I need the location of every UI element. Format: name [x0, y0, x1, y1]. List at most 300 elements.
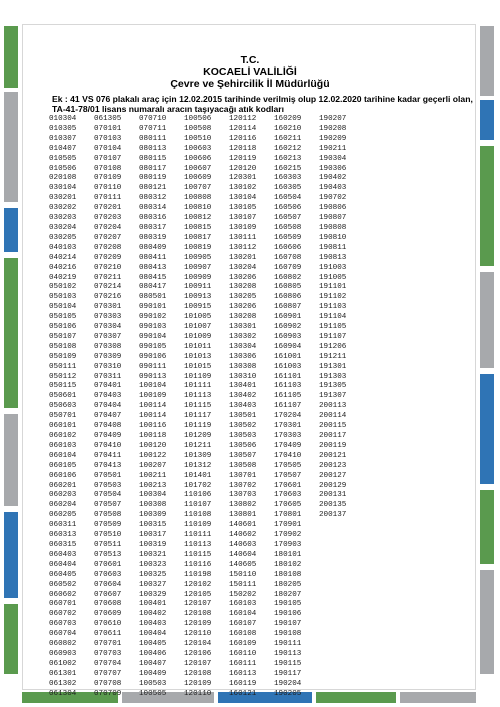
waste-code: 101117: [184, 412, 212, 421]
waste-code: 161105: [274, 392, 302, 401]
waste-code: 050106: [49, 323, 77, 332]
waste-code: 010505: [49, 154, 77, 163]
waste-code: 070710: [139, 115, 167, 123]
waste-code: 150202: [229, 590, 257, 599]
waste-code: 130304: [229, 342, 257, 351]
blue-bar: [4, 512, 18, 598]
waste-code: 200113: [319, 402, 347, 411]
waste-code: 190306: [319, 164, 347, 173]
waste-code: 100309: [139, 511, 167, 520]
waste-code: 160508: [274, 223, 302, 232]
waste-code: 070509: [94, 521, 122, 530]
waste-code: 101702: [184, 481, 212, 490]
blue-bar: [480, 100, 494, 140]
waste-code: 191103: [319, 303, 347, 312]
waste-code: 080317: [139, 223, 167, 232]
waste-code: 120301: [229, 174, 257, 183]
waste-code: 200129: [319, 481, 347, 490]
waste-code: 161101: [274, 372, 302, 381]
waste-code: 191101: [319, 283, 347, 292]
waste-code: 160107: [229, 620, 257, 629]
waste-code: 070410: [94, 441, 122, 450]
waste-code: 070216: [94, 293, 122, 302]
waste-code: 101401: [184, 471, 212, 480]
waste-code: 101309: [184, 451, 212, 460]
waste-code: 070413: [94, 461, 122, 470]
waste-code: 160709: [274, 263, 302, 272]
waste-code: 190207: [319, 115, 347, 123]
waste-code: 160110: [229, 649, 257, 658]
waste-code: 101209: [184, 432, 212, 440]
waste-code: 050103: [49, 293, 77, 302]
waste-code: 080417: [139, 283, 167, 292]
gray-bar: [480, 570, 494, 674]
waste-code: 070504: [94, 491, 122, 500]
waste-code: 130107: [229, 214, 257, 223]
waste-code: 190810: [319, 233, 347, 242]
waste-code: 100329: [139, 590, 167, 599]
waste-code: 070603: [94, 570, 122, 579]
waste-code: 050601: [49, 392, 77, 401]
waste-code: 070208: [94, 243, 122, 252]
waste-code: 080312: [139, 194, 167, 203]
waste-code: 080409: [139, 243, 167, 252]
waste-code: 160901: [274, 313, 302, 322]
waste-code: 130109: [229, 223, 257, 232]
waste-code: 130204: [229, 263, 257, 272]
waste-code: 110111: [184, 531, 212, 540]
waste-code: 100404: [139, 630, 167, 639]
waste-code: 130306: [229, 352, 257, 361]
waste-code: 080117: [139, 164, 167, 173]
waste-code: 100913: [184, 293, 212, 302]
waste-code: 100406: [139, 649, 167, 658]
waste-code: 080319: [139, 233, 167, 242]
waste-code: 070210: [94, 263, 122, 272]
waste-code: 191206: [319, 342, 347, 351]
waste-code: 010506: [49, 164, 77, 173]
waste-code: 130112: [229, 243, 257, 252]
waste-code: 030203: [49, 214, 77, 223]
waste-code: 120107: [184, 659, 212, 668]
waste-code: 100308: [139, 501, 167, 510]
waste-code: 120102: [184, 580, 212, 589]
waste-code: 161103: [274, 382, 302, 391]
waste-code: 090102: [139, 313, 167, 322]
waste-code: 100909: [184, 273, 212, 282]
waste-code: 040214: [49, 253, 77, 262]
waste-code: 080411: [139, 253, 167, 262]
waste-code: 050115: [49, 382, 77, 391]
waste-code: 070308: [94, 342, 122, 351]
waste-code: 130508: [229, 461, 257, 470]
waste-code: 070511: [94, 540, 122, 549]
waste-code: 130104: [229, 194, 257, 203]
waste-code: 070611: [94, 630, 122, 639]
waste-code: 101211: [184, 441, 212, 450]
waste-code: 100304: [139, 491, 167, 500]
document-subtitle: [52, 94, 472, 114]
waste-code: 060404: [49, 560, 77, 569]
waste-code: 101013: [184, 352, 212, 361]
waste-code: 100810: [184, 204, 212, 213]
waste-code: 060315: [49, 540, 77, 549]
waste-code: 110198: [184, 570, 212, 579]
waste-code: 030104: [49, 184, 77, 193]
waste-code: 200135: [319, 501, 347, 510]
waste-code: 050701: [49, 412, 77, 421]
waste-code: 100317: [139, 531, 167, 540]
waste-code: 101007: [184, 323, 212, 332]
waste-code: 150110: [229, 570, 257, 579]
waste-code: 120110: [184, 689, 212, 698]
waste-code: 010304: [49, 115, 77, 123]
waste-code: 070104: [94, 144, 122, 153]
waste-code: 070708: [94, 679, 122, 688]
waste-code: 161003: [274, 362, 302, 371]
waste-code: 100510: [184, 134, 212, 143]
waste-code: 050105: [49, 313, 77, 322]
waste-code: 130206: [229, 273, 257, 282]
waste-code: 130111: [229, 233, 257, 242]
waste-code: 190117: [274, 669, 302, 678]
waste-code: 190115: [274, 659, 302, 668]
waste-code: 070301: [94, 303, 122, 312]
waste-code: 080501: [139, 293, 167, 302]
waste-code: 060101: [49, 422, 77, 431]
waste-code: 070109: [94, 174, 122, 183]
waste-code: 170204: [274, 412, 302, 421]
waste-code: 110108: [184, 511, 212, 520]
waste-code: 120107: [184, 600, 212, 609]
waste-code: 130403: [229, 402, 257, 411]
waste-code: 190107: [274, 620, 302, 629]
waste-code: 060203: [49, 491, 77, 500]
waste-code: 130402: [229, 392, 257, 401]
waste-code: 120104: [184, 640, 212, 649]
waste-code: 130703: [229, 491, 257, 500]
waste-code: 100815: [184, 223, 212, 232]
waste-code: 040216: [49, 263, 77, 272]
waste-code: 050108: [49, 342, 77, 351]
waste-code: 061304: [49, 689, 77, 698]
waste-code: 160903: [274, 332, 302, 341]
waste-code: 190204: [274, 679, 302, 688]
waste-code: 070503: [94, 481, 122, 490]
waste-code: 110106: [184, 491, 212, 500]
waste-code: 100506: [184, 115, 212, 123]
waste-code: 070207: [94, 233, 122, 242]
waste-code: 120110: [184, 630, 212, 639]
waste-code: 101005: [184, 313, 212, 322]
waste-code: 160121: [229, 689, 257, 698]
waste-code: 070711: [139, 124, 167, 133]
waste-code: 101119: [184, 422, 212, 431]
waste-code: 060205: [49, 511, 77, 520]
waste-code: 190106: [274, 610, 302, 619]
waste-code: 040219: [49, 273, 77, 282]
waste-code: 130507: [229, 451, 257, 460]
waste-code: 160606: [274, 243, 302, 252]
gray-bar: [480, 272, 494, 368]
waste-code: 190208: [319, 124, 347, 133]
waste-code: 190304: [319, 154, 347, 163]
waste-code: 170505: [274, 461, 302, 470]
waste-code: 070501: [94, 471, 122, 480]
waste-code: 070408: [94, 422, 122, 431]
waste-code: 190209: [319, 134, 347, 143]
waste-code: 200114: [319, 412, 347, 421]
waste-code: 191003: [319, 263, 347, 272]
waste-code: 200123: [319, 461, 347, 470]
waste-code: 191305: [319, 382, 347, 391]
waste-code: 070211: [94, 273, 122, 282]
waste-code: 110113: [184, 540, 212, 549]
waste-code: 190205: [274, 689, 302, 698]
waste-code: 160807: [274, 303, 302, 312]
waste-code: 130302: [229, 332, 257, 341]
waste-code: 160902: [274, 323, 302, 332]
waste-code: 200127: [319, 471, 347, 480]
waste-code: 100323: [139, 560, 167, 569]
waste-code: 101111: [184, 382, 212, 391]
waste-code: 130802: [229, 501, 257, 510]
waste-code: 080121: [139, 184, 167, 193]
waste-code: 100321: [139, 550, 167, 559]
waste-code: 130301: [229, 323, 257, 332]
waste-code: 100609: [184, 174, 212, 183]
waste-code: 191301: [319, 362, 347, 371]
waste-code: 070508: [94, 511, 122, 520]
waste-code: 190211: [319, 144, 347, 153]
waste-code: 100114: [139, 412, 167, 421]
waste-code: 101015: [184, 362, 212, 371]
waste-code: 100817: [184, 233, 212, 242]
waste-code: 200131: [319, 491, 347, 500]
waste-code: 180205: [274, 580, 302, 589]
waste-code: 070401: [94, 382, 122, 391]
waste-code: 190806: [319, 204, 347, 213]
waste-code: 090101: [139, 303, 167, 312]
waste-code: 070604: [94, 580, 122, 589]
waste-code: 100104: [139, 382, 167, 391]
waste-code: 090113: [139, 372, 167, 381]
waste-code: 100905: [184, 253, 212, 262]
waste-code: 190403: [319, 184, 347, 193]
waste-code: 190808: [319, 223, 347, 232]
waste-code: 070101: [94, 124, 122, 133]
waste-code: 120120: [229, 164, 257, 173]
waste-code: 070108: [94, 164, 122, 173]
waste-code: 090103: [139, 323, 167, 332]
waste-code: 050107: [49, 332, 77, 341]
waste-code: 040103: [49, 243, 77, 252]
waste-code: 050109: [49, 352, 77, 361]
waste-code: 160303: [274, 174, 302, 183]
waste-code: 101115: [184, 402, 212, 411]
waste-code: 160708: [274, 253, 302, 262]
waste-code: 060102: [49, 432, 77, 440]
waste-code: 100409: [139, 669, 167, 678]
waste-code: 170410: [274, 451, 302, 460]
waste-code: 160111: [229, 659, 257, 668]
blue-bar: [4, 208, 18, 252]
waste-code: 100911: [184, 283, 212, 292]
waste-code: 070303: [94, 313, 122, 322]
waste-code: 190108: [274, 630, 302, 639]
waste-code: 191005: [319, 273, 347, 282]
waste-code: 160215: [274, 164, 302, 173]
subtitle-line-2: TA-41-78/01 lisans numaralı aracın taşıyacağı atık kodları: [52, 104, 284, 115]
green-bar: [480, 146, 494, 266]
waste-code: 070403: [94, 392, 122, 401]
waste-code: 070703: [94, 649, 122, 658]
waste-code: 090104: [139, 332, 167, 341]
waste-code: 070103: [94, 134, 122, 143]
waste-code: 190113: [274, 649, 302, 658]
waste-code: 100116: [139, 422, 167, 431]
waste-code: 070111: [94, 194, 122, 203]
waste-code: 160119: [229, 679, 257, 688]
waste-code: 101109: [184, 372, 212, 381]
waste-code: 061305: [94, 115, 122, 123]
waste-code: 061301: [49, 669, 77, 678]
waste-code: 100405: [139, 640, 167, 649]
waste-code: 190702: [319, 194, 347, 203]
waste-code: 160507: [274, 214, 302, 223]
waste-code: 160211: [274, 134, 302, 143]
waste-code: 020108: [49, 174, 77, 183]
waste-code: 130501: [229, 412, 257, 421]
waste-code: 160212: [274, 144, 302, 153]
waste-code: 060103: [49, 441, 77, 450]
waste-code: 050112: [49, 372, 77, 381]
waste-code: 070201: [94, 204, 122, 213]
waste-code: 130801: [229, 511, 257, 520]
waste-code: 191102: [319, 293, 347, 302]
waste-code: 190807: [319, 214, 347, 223]
waste-code: 160509: [274, 233, 302, 242]
waste-code: 070107: [94, 154, 122, 163]
waste-code: 160104: [229, 610, 257, 619]
waste-code: 130206: [229, 303, 257, 312]
waste-code: 140601: [229, 521, 257, 530]
waste-code: 080316: [139, 214, 167, 223]
waste-code: 160506: [274, 204, 302, 213]
waste-code: 150111: [229, 580, 257, 589]
header-directorate: Çevre ve Şehircilik İl Müdürlüğü: [170, 78, 330, 90]
waste-code: 170409: [274, 441, 302, 450]
header-tc: T.C.: [240, 54, 260, 66]
waste-code: 100503: [139, 679, 167, 688]
waste-code: 060405: [49, 570, 77, 579]
waste-code: 180102: [274, 560, 302, 569]
waste-code: 060313: [49, 531, 77, 540]
header-governorship: KOCAELİ VALİLİĞİ: [203, 66, 297, 78]
waste-code: 070203: [94, 214, 122, 223]
waste-code: 191105: [319, 323, 347, 332]
waste-code: 110107: [184, 501, 212, 510]
waste-code: 100607: [184, 164, 212, 173]
waste-code: 100819: [184, 243, 212, 252]
waste-code: 160305: [274, 184, 302, 193]
waste-code: 060702: [49, 610, 77, 619]
waste-code: 070704: [94, 659, 122, 668]
waste-code: 120108: [184, 610, 212, 619]
waste-code: 170603: [274, 491, 302, 500]
waste-code: 160210: [274, 124, 302, 133]
waste-code: 200117: [319, 432, 347, 440]
waste-code: 100401: [139, 600, 167, 609]
waste-code: 080115: [139, 154, 167, 163]
waste-code: 190111: [274, 640, 302, 649]
waste-code: 160504: [274, 194, 302, 203]
waste-code: 160802: [274, 273, 302, 282]
waste-code: 061302: [49, 679, 77, 688]
waste-code: 120112: [229, 115, 257, 123]
waste-code: 200115: [319, 422, 347, 431]
waste-code: 120118: [229, 144, 257, 153]
waste-code: 190105: [274, 600, 302, 609]
waste-code: 070609: [94, 610, 122, 619]
waste-code: 170301: [274, 422, 302, 431]
waste-code: 170507: [274, 471, 302, 480]
waste-code: 120116: [229, 134, 257, 143]
waste-code: 060701: [49, 600, 77, 609]
waste-code: 170601: [274, 481, 302, 490]
waste-code: 070707: [94, 669, 122, 678]
waste-code: 060201: [49, 481, 77, 490]
waste-code: 010407: [49, 144, 77, 153]
waste-code: 090105: [139, 342, 167, 351]
green-bar: [480, 490, 494, 564]
waste-code: 170903: [274, 540, 302, 549]
waste-code: 100508: [184, 124, 212, 133]
waste-code: 120105: [184, 590, 212, 599]
waste-code: 061002: [49, 659, 77, 668]
waste-code: 160113: [229, 669, 257, 678]
waste-code: 070507: [94, 501, 122, 510]
gray-bar: [4, 92, 18, 202]
waste-code: 100603: [184, 144, 212, 153]
waste-code: 070513: [94, 550, 122, 559]
waste-code: 190811: [319, 243, 347, 252]
waste-code: 100402: [139, 610, 167, 619]
waste-code: 060403: [49, 550, 77, 559]
waste-code: 170303: [274, 432, 302, 440]
waste-code: 160806: [274, 293, 302, 302]
waste-code: 130208: [229, 283, 257, 292]
waste-code: 191303: [319, 372, 347, 381]
waste-code: 060105: [49, 461, 77, 470]
waste-code: 030201: [49, 194, 77, 203]
waste-code: 080119: [139, 174, 167, 183]
waste-code: 100114: [139, 402, 167, 411]
waste-code: 130701: [229, 471, 257, 480]
waste-code: 100907: [184, 263, 212, 272]
waste-code: 160209: [274, 115, 302, 123]
waste-code: 170901: [274, 521, 302, 530]
waste-code: 101113: [184, 392, 212, 401]
waste-code: 080415: [139, 273, 167, 282]
waste-code: 191211: [319, 352, 347, 361]
waste-code: 080314: [139, 204, 167, 213]
waste-code: 060204: [49, 501, 77, 510]
waste-code: 060903: [49, 649, 77, 658]
waste-code: 101312: [184, 461, 212, 470]
waste-code: 110115: [184, 550, 212, 559]
waste-code: 140603: [229, 540, 257, 549]
